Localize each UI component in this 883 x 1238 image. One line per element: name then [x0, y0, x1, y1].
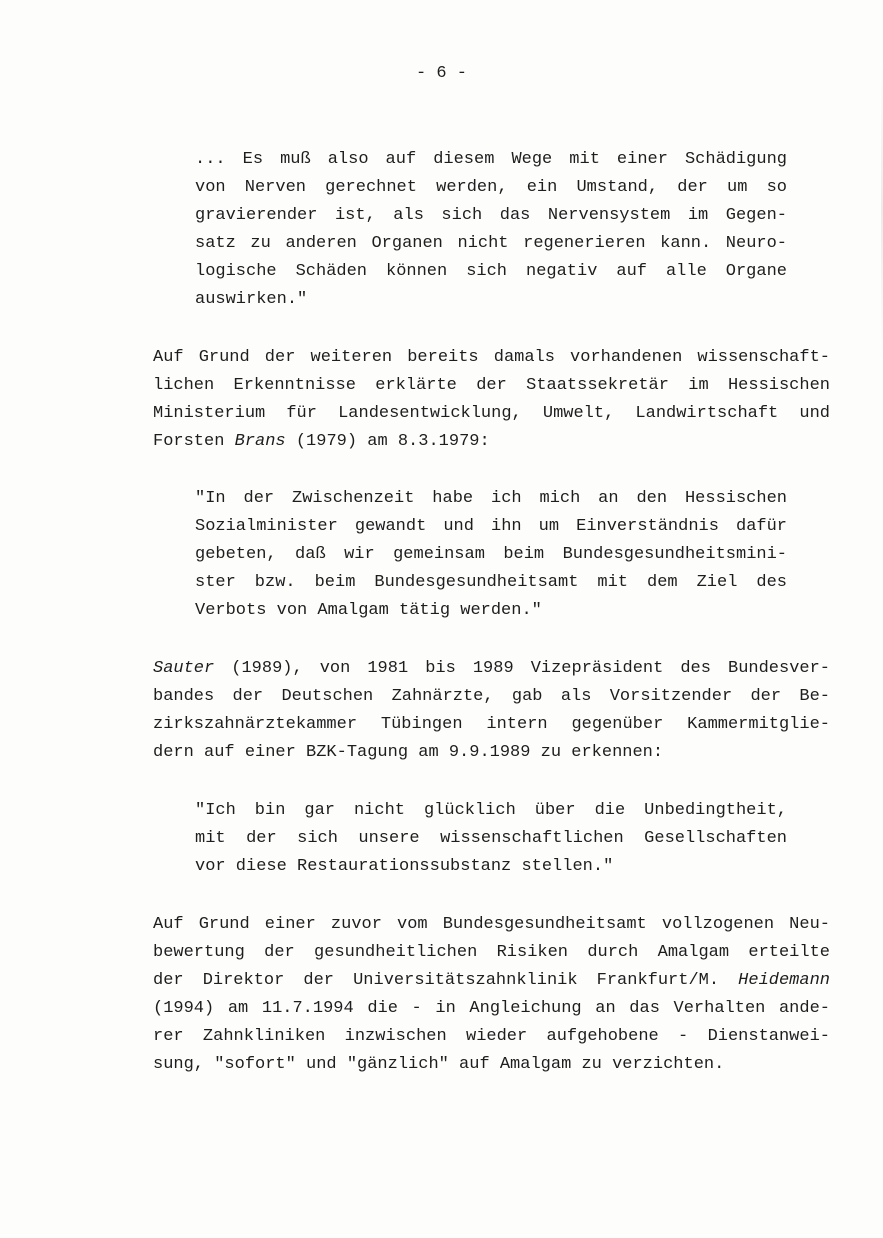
text-line: ... Es muß also auf diesem Wege mit einer Schädigung — [195, 150, 787, 169]
text-line: (1994) am 11.7.1994 die - in Angleichung an das Verhalten ande- — [153, 999, 830, 1018]
quote-block-1 — [195, 146, 787, 314]
text-line: sung, "sofort" und "gänzlich" auf Amalgam zu verzichten. — [153, 1055, 725, 1074]
text-line: gebeten, daß wir gemeinsam beim Bundesgesundheitsmini- — [195, 545, 787, 564]
text-line: bandes der Deutschen Zahnärzte, gab als Vorsitzender der Be- — [153, 687, 830, 706]
page-number: - 6 - — [415, 64, 467, 83]
text-line: Auf Grund einer zuvor vom Bundesgesundheitsamt vollzogenen Neu- — [153, 915, 830, 934]
quote-block-3 — [195, 797, 787, 881]
text-line: "In der Zwischenzeit habe ich mich an den Hessischen — [195, 489, 787, 508]
text-segment: (1979) am 8.3.1979: — [295, 432, 490, 451]
text-line: mit der sich unsere wissenschaftlichen Gesellschaften — [195, 829, 787, 848]
text-line: ster bzw. beim Bundesgesundheitsamt mit dem Ziel des — [195, 573, 787, 592]
text-line: Sozialminister gewandt und ihn um Einverständnis dafür — [195, 517, 787, 536]
text-line: auswirken." — [195, 290, 308, 309]
text-line: "Ich bin gar nicht glücklich über die Unbedingtheit, — [195, 801, 787, 820]
text-line: Ministerium für Landesentwicklung, Umwelt, Landwirtschaft und — [153, 404, 830, 423]
text-line — [153, 428, 830, 456]
text-line: vor diese Restaurationssubstanz stellen." — [195, 857, 614, 876]
text-segment: der Direktor der Universitätszahnklinik Frankfurt/M. — [153, 971, 720, 990]
text-line: lichen Erkenntnisse erklärte der Staatssekretär im Hessischen — [153, 376, 830, 395]
text-line — [153, 967, 830, 995]
text-line: rer Zahnkliniken inzwischen wieder aufgehobene - Dienstanwei- — [153, 1027, 830, 1046]
text-line: gravierender ist, als sich das Nervensystem im Gegen- — [195, 206, 787, 225]
text-line: logische Schäden können sich negativ auf alle Organe — [195, 262, 787, 281]
text-line — [153, 655, 830, 683]
text-line: zirkszahnärztekammer Tübingen intern gegenüber Kammermitglie- — [153, 715, 830, 734]
paragraph-2 — [153, 655, 830, 767]
author-name: Sauter — [153, 659, 215, 678]
paragraph-1 — [153, 344, 830, 456]
text-segment: (1989), von 1981 bis 1989 Vizepräsident des Bundesver- — [231, 659, 830, 678]
author-name: Heidemann — [738, 971, 830, 990]
text-line: Auf Grund der weiteren bereits damals vorhandenen wissenschaft- — [153, 348, 830, 367]
text-line: bewertung der gesundheitlichen Risiken durch Amalgam erteilte — [153, 943, 830, 962]
text-line: dern auf einer BZK-Tagung am 9.9.1989 zu erkennen: — [153, 743, 664, 762]
text-line: von Nerven gerechnet werden, ein Umstand, der um so — [195, 178, 787, 197]
paragraph-3 — [153, 911, 830, 1079]
author-name: Brans — [234, 432, 286, 451]
text-line: satz zu anderen Organen nicht regenerieren kann. Neuro- — [195, 234, 787, 253]
text-segment: Forsten — [153, 432, 225, 451]
quote-block-2 — [195, 485, 787, 625]
text-line: Verbots von Amalgam tätig werden." — [195, 601, 542, 620]
